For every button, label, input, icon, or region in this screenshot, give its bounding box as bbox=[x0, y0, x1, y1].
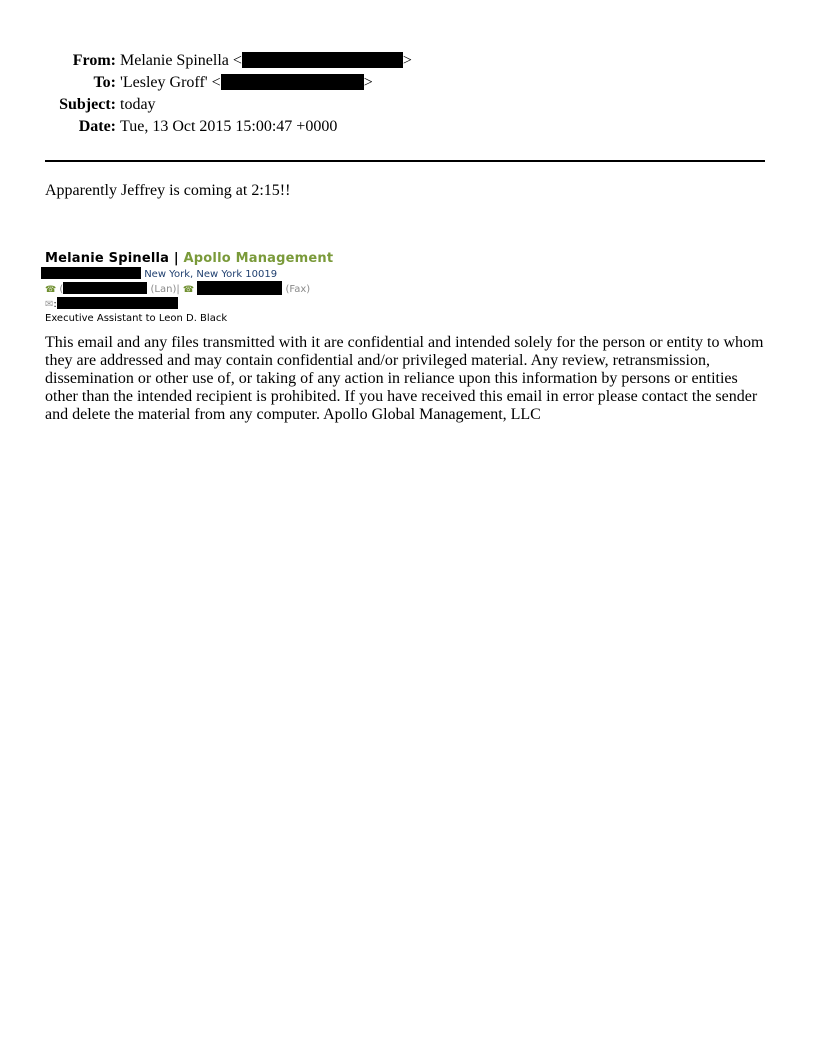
phone-prefix: ( bbox=[59, 284, 64, 295]
message-body: Apparently Jeffrey is coming at 2:15!! bbox=[45, 182, 291, 199]
fax-phone-icon: ☎ bbox=[182, 285, 195, 295]
from-label: From: bbox=[72, 52, 116, 69]
lan-label: (Lan)| bbox=[150, 284, 180, 295]
fax-label: (Fax) bbox=[285, 284, 311, 295]
header-divider bbox=[45, 160, 765, 162]
signature-title: Executive Assistant to Leon D. Black bbox=[45, 313, 228, 324]
envelope-icon: ✉ bbox=[45, 299, 54, 310]
date-label: Date: bbox=[78, 118, 116, 135]
signature-name: Melanie Spinella bbox=[45, 251, 170, 266]
date-row bbox=[0, 118, 700, 140]
email-prefix: : bbox=[53, 299, 57, 310]
subject-label: Subject: bbox=[59, 96, 116, 113]
date-value: Tue, 13 Oct 2015 15:00:47 +0000 bbox=[120, 118, 338, 135]
signature-address: New York, New York 10019 bbox=[144, 269, 278, 280]
from-row bbox=[0, 52, 700, 74]
to-name: 'Lesley Groff' < bbox=[120, 74, 221, 91]
to-value bbox=[120, 74, 373, 92]
signature-email-line bbox=[45, 297, 445, 311]
signature-phone-line bbox=[45, 281, 445, 297]
to-label: To: bbox=[93, 74, 116, 91]
redacted-street-address bbox=[41, 267, 141, 279]
redacted-to-email bbox=[221, 74, 364, 90]
to-close: > bbox=[363, 74, 373, 91]
subject-row bbox=[0, 96, 700, 118]
from-value bbox=[120, 52, 412, 70]
signature-name-line bbox=[45, 251, 445, 267]
email-signature bbox=[45, 251, 445, 326]
confidentiality-disclaimer: This email and any files transmitted with it are confidential and intended solely for the person or entity to whom they are addressed and may contain confidential and/or privileged material. Any review, retransmission, dissemination or other use of, or taking of any action in reliance upon this information by persons or entities other than the intended recipient is prohibited. If you have received this email in error please contact the sender and delete the material from any computer. Apollo Global Management, LLC bbox=[45, 334, 764, 423]
signature-address-line bbox=[41, 267, 445, 281]
email-header bbox=[0, 52, 700, 140]
signature-company: Apollo Management bbox=[183, 251, 334, 266]
to-row bbox=[0, 74, 700, 96]
from-name: Melanie Spinella < bbox=[120, 52, 242, 69]
redacted-phone-number bbox=[63, 282, 147, 294]
signature-separator: | bbox=[169, 251, 184, 266]
redacted-fax-number bbox=[197, 281, 282, 295]
subject-value: today bbox=[120, 96, 156, 113]
redacted-email-address bbox=[57, 297, 178, 309]
redacted-from-email bbox=[242, 52, 403, 68]
from-close: > bbox=[402, 52, 412, 69]
phone-icon: ☎ bbox=[45, 285, 57, 295]
